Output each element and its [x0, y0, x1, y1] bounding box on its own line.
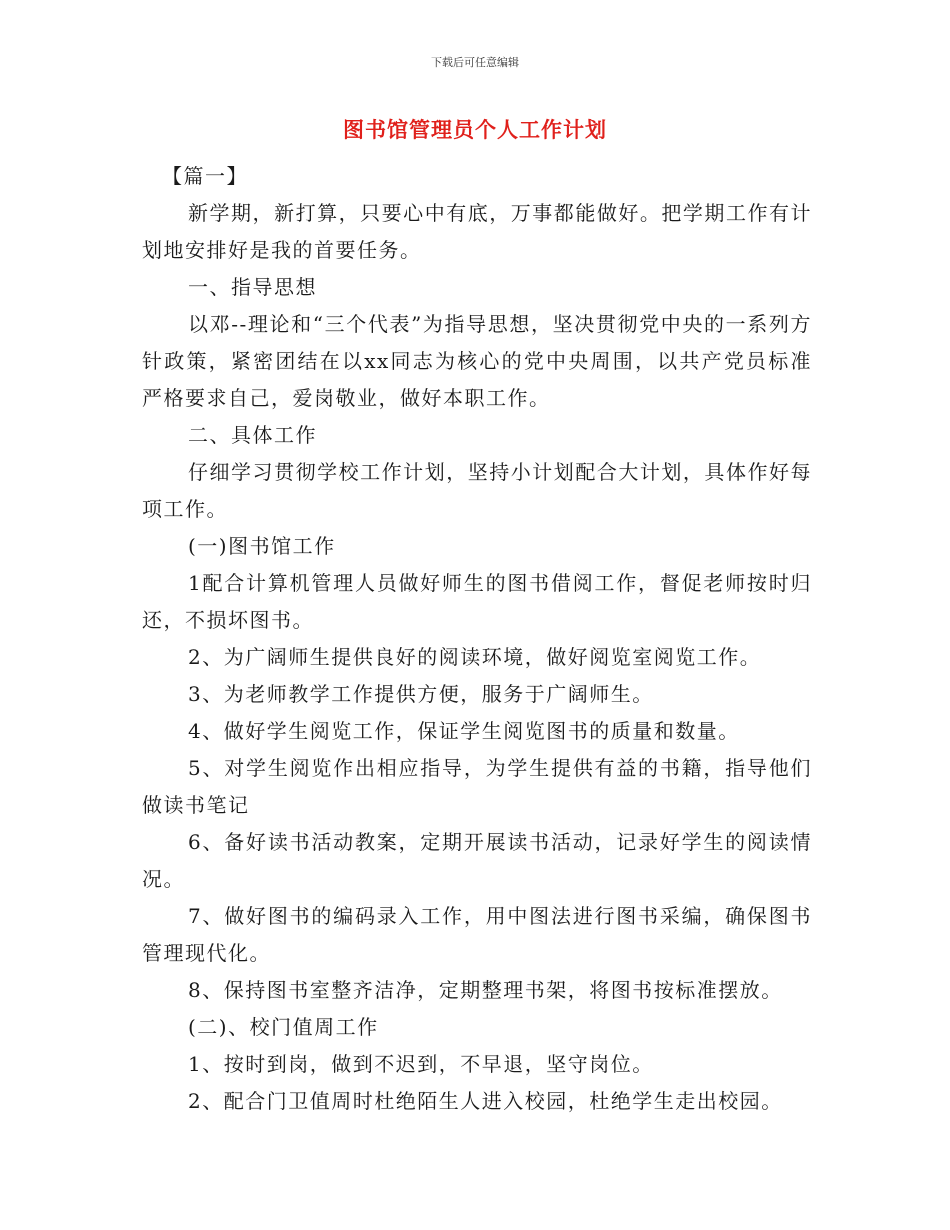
section-label: 【篇一】: [162, 164, 248, 188]
list-item-7: 7、做好图书的编码录入工作，用中图法进行图书采编，确保图书管理现代化。: [142, 904, 812, 965]
list-item-6: 6、备好读书活动教案，定期开展读书活动，记录好学生的阅读情况。: [142, 830, 812, 891]
paragraph-ideology: 以邓--理论和“三个代表”为指导思想，坚决贯彻党中央的一系列方针政策，紧密团结在以xx同志为核心的党中央周围，以共产党员标准严格要求自己，爱岗敬业，做好本职工作。: [142, 312, 812, 410]
header-note: 下载后可任意编辑: [431, 56, 519, 69]
list-item-2: 2、为广阔师生提供良好的阅读环境，做好阅览室阅览工作。: [188, 645, 762, 669]
document-body: [142, 158, 812, 1120]
document-title: 图书馆管理员个人工作计划: [343, 118, 607, 142]
list-item-3: 3、为老师教学工作提供方便，服务于广阔师生。: [188, 682, 654, 706]
list-item-5: 5、对学生阅览作出相应指导，为学生提供有益的书籍，指导他们做读书笔记: [142, 756, 812, 817]
gate-item-1: 1、按时到岗，做到不迟到，不早退，坚守岗位。: [188, 1052, 654, 1076]
gate-item-2: 2、配合门卫值周时杜绝陌生人进入校园，杜绝学生走出校园。: [188, 1089, 783, 1113]
paragraph-specific-work: 仔细学习贯彻学校工作计划，坚持小计划配合大计划，具体作好每项工作。: [142, 460, 812, 521]
list-item-4: 4、做好学生阅览工作，保证学生阅览图书的质量和数量。: [188, 719, 740, 743]
heading-guiding-ideology: 一、指导思想: [188, 275, 317, 299]
list-item-8: 8、保持图书室整齐洁净，定期整理书架，将图书按标准摆放。: [188, 978, 783, 1002]
subheading-gate-duty: (二)、校门值周工作: [188, 1015, 379, 1039]
heading-specific-work: 二、具体工作: [188, 423, 317, 447]
list-item-1: 1配合计算机管理人员做好师生的图书借阅工作，督促老师按时归还，不损坏图书。: [142, 571, 812, 632]
paragraph-intro: 新学期，新打算，只要心中有底，万事都能做好。把学期工作有计划地安排好是我的首要任务。: [142, 201, 812, 262]
subheading-library-work: (一)图书馆工作: [188, 534, 336, 558]
